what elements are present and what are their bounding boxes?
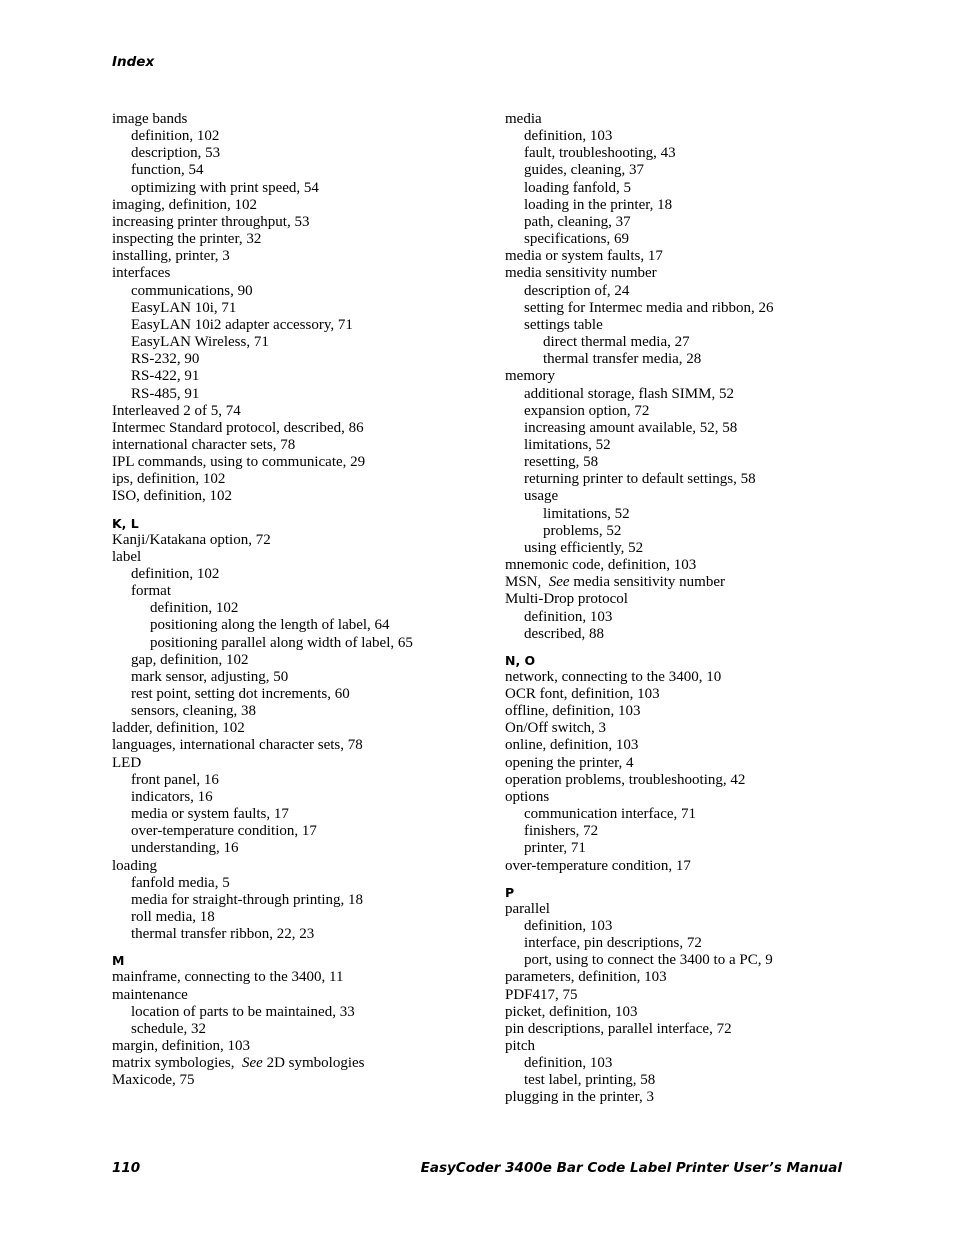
index-section-heading: P [505,884,515,900]
index-entry: ips, definition, 102 [112,471,226,488]
index-entry: usage [524,488,559,505]
index-entry: media sensitivity number [505,265,657,282]
index-entry: definition, 102 [131,565,220,582]
index-entry: ladder, definition, 102 [112,720,245,737]
index-entry: parallel [505,900,550,917]
index-entry: imaging, definition, 102 [112,196,257,213]
index-column-left [112,111,512,1089]
index-entry: additional storage, flash SIMM, 52 [524,385,734,402]
index-entry: resetting, 58 [524,454,599,471]
index-entry: RS-232, 90 [131,351,200,368]
index-entry: loading fanfold, 5 [524,179,632,196]
index-entry: thermal transfer media, 28 [543,351,702,368]
index-entry: sensors, cleaning, 38 [131,703,256,720]
index-entry: location of parts to be maintained, 33 [131,1003,355,1020]
index-entry: pin descriptions, parallel interface, 72 [505,1020,732,1037]
index-entry: media [505,111,542,127]
index-entry: OCR font, definition, 103 [505,686,660,702]
index-entry: media or system faults, 17 [131,806,289,823]
index-entry: limitations, 52 [524,436,611,453]
index-entry: indicators, 16 [131,788,213,805]
index-entry: front panel, 16 [131,771,219,788]
index-entry: positioning along the length of label, 64 [150,617,390,634]
index-entry: rest point, setting dot increments, 60 [131,686,350,702]
index-entry-text: media sensitivity number [569,574,725,591]
index-entry: IPL commands, using to communicate, 29 [112,454,366,471]
index-entry: Interleaved 2 of 5, 74 [112,402,241,419]
see-reference: See [242,1055,263,1072]
index-entry: specifications, 69 [524,231,629,248]
page-number: 110 [112,1160,141,1176]
index-entry: On/Off switch, 3 [505,720,606,737]
index-entry: definition, 103 [524,1055,613,1072]
index-entry: offline, definition, 103 [505,703,641,720]
index-entry: definition, 102 [150,600,239,617]
index-entry: understanding, 16 [131,840,239,857]
index-entry: format [131,583,171,600]
index-entry: path, cleaning, 37 [524,213,631,230]
index-entry: EasyLAN 10i2 adapter accessory, 71 [131,316,353,333]
index-entry: operation problems, troubleshooting, 42 [505,771,746,788]
index-entry: test label, printing, 58 [524,1072,656,1089]
index-entry: fanfold media, 5 [131,874,230,891]
index-entry: problems, 52 [543,522,622,539]
index-entry: ISO, definition, 102 [112,488,232,505]
index-entry: LED [112,754,142,771]
index-entry: Multi-Drop protocol [505,591,628,608]
index-entry: gap, definition, 102 [131,651,249,668]
index-entry: increasing printer throughput, 53 [112,213,310,230]
index-entry: port, using to connect the 3400 to a PC, 9 [524,952,773,969]
index-entry: mnemonic code, definition, 103 [505,557,697,574]
index-entry: parameters, definition, 103 [505,969,667,986]
index-entry: Kanji/Katakana option, 72 [112,531,271,548]
index-entry: description of, 24 [524,282,630,299]
index-entry: limitations, 52 [543,505,630,522]
index-entry-text: 2D symbologies [262,1055,365,1072]
index-entry: online, definition, 103 [505,737,639,754]
see-reference: See [548,574,570,591]
index-entry: definition, 103 [524,917,613,934]
index-entry: installing, printer, 3 [112,248,230,265]
running-header: Index [112,54,155,70]
index-entry [505,574,905,591]
index-entry: fault, troubleshooting, 43 [524,145,676,162]
index-entry: definition, 103 [524,128,613,145]
index-entry: plugging in the printer, 3 [505,1089,654,1106]
index-entry: loading in the printer, 18 [524,196,673,213]
index-entry: interfaces [112,265,171,282]
index-entry: Maxicode, 75 [112,1072,195,1089]
index-entry: printer, 71 [524,840,586,857]
index-entry: setting for Intermec media and ribbon, 26 [524,299,774,316]
index-entry: guides, cleaning, 37 [524,162,644,179]
index-entry: over-temperature condition, 17 [505,857,691,874]
index-section-heading: N, O [505,652,536,668]
index-entry: communication interface, 71 [524,806,697,823]
index-entry: returning printer to default settings, 58 [524,471,756,488]
index-entry: description, 53 [131,145,221,162]
index-entry: RS-422, 91 [131,368,200,385]
index-entry: network, connecting to the 3400, 10 [505,668,722,685]
index-entry: roll media, 18 [131,909,215,926]
index-entry: interface, pin descriptions, 72 [524,935,702,952]
index-entry: picket, definition, 103 [505,1003,638,1020]
index-entry [112,1055,512,1072]
index-entry-text: MSN, [505,574,549,591]
index-entry: settings table [524,316,603,333]
index-entry: media for straight-through printing, 18 [131,891,364,908]
index-entry: communications, 90 [131,282,253,299]
index-entry: image bands [112,111,188,127]
index-entry: definition, 103 [524,608,613,625]
index-entry: mark sensor, adjusting, 50 [131,668,289,685]
index-entry: mainframe, connecting to the 3400, 11 [112,969,344,986]
index-entry: over-temperature condition, 17 [131,823,317,840]
index-entry: finishers, 72 [524,823,599,840]
index-entry: pitch [505,1037,535,1054]
index-entry: maintenance [112,986,188,1003]
index-entry: RS-485, 91 [131,385,200,402]
index-entry: schedule, 32 [131,1020,206,1037]
index-entry: label [112,548,142,565]
index-entry: direct thermal media, 27 [543,334,690,351]
manual-title: EasyCoder 3400e Bar Code Label Printer User’s Manual [420,1160,842,1176]
index-entry: inspecting the printer, 32 [112,231,262,248]
index-entry: EasyLAN Wireless, 71 [131,334,269,351]
index-entry: international character sets, 78 [112,436,296,453]
index-entry: positioning parallel along width of label, 65 [150,634,413,651]
index-entry: languages, international character sets, 78 [112,737,363,754]
index-entry: media or system faults, 17 [505,248,663,265]
index-entry: opening the printer, 4 [505,754,634,771]
index-entry: margin, definition, 103 [112,1037,251,1054]
index-entry: definition, 102 [131,128,220,145]
index-entry: using efficiently, 52 [524,539,644,556]
index-entry: increasing amount available, 52, 58 [524,419,738,436]
index-entry: loading [112,857,157,874]
index-entry: thermal transfer ribbon, 22, 23 [131,926,315,943]
index-column-right [505,111,905,1107]
index-entry-text: matrix symbologies, [112,1055,242,1072]
index-section-heading: M [112,953,125,969]
index-section-heading: K, L [112,515,139,531]
index-entry: options [505,788,550,805]
index-entry: EasyLAN 10i, 71 [131,299,237,316]
index-entry: Intermec Standard protocol, described, 86 [112,419,364,436]
index-entry: PDF417, 75 [505,986,578,1003]
index-entry: memory [505,368,555,385]
index-entry: described, 88 [524,625,604,642]
index-entry: function, 54 [131,162,204,179]
index-entry: optimizing with print speed, 54 [131,179,319,196]
index-entry: expansion option, 72 [524,402,650,419]
